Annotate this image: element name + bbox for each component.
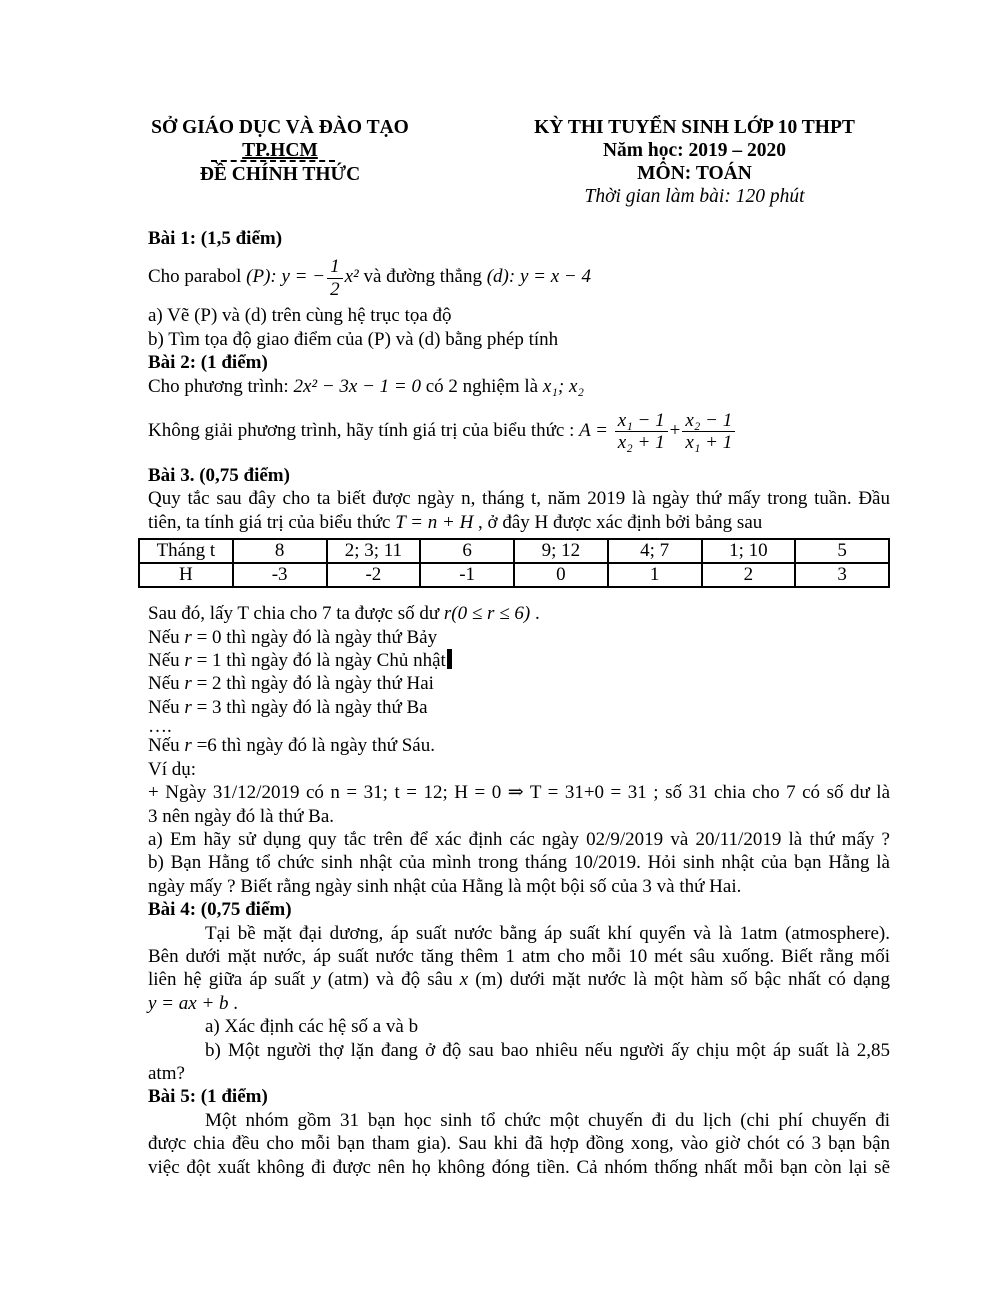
header-right-block <box>487 116 902 208</box>
official-exam-label: ĐỀ CHÍNH THỨC <box>199 164 361 185</box>
bai3-paragraph-line2: tiên, ta tính giá trị của biểu thức T = n + H , ở đây H được xác định bởi bảng sau <box>148 511 763 533</box>
table-cell: 2 <box>702 563 796 587</box>
exam-body <box>148 227 890 1179</box>
text-cursor <box>447 649 452 669</box>
bai3-question-b-line2: ngày mấy ? Biết rằng ngày sinh nhật của Hằng là một bội số của 3 và thứ Hai. <box>148 875 742 897</box>
bai1-item-b: b) Tìm tọa độ giao điểm của (P) và (d) bằng phép tính <box>148 328 559 350</box>
org-unit: TP.HCM <box>242 140 318 161</box>
section-title-bai4: Bài 4: (0,75 điểm) <box>148 899 292 921</box>
table-row-months <box>139 539 889 563</box>
bai3-question-b-line1: b) Bạn Hằng tổ chức sinh nhật của mình trong tháng 10/2019. Hỏi sinh nhật của bạn Hằng là <box>148 852 890 874</box>
bai4-paragraph-line2: Bên dưới mặt nước, áp suất nước tăng thêm 1 atm cho mỗi 10 mét sâu xuống. Biết rằng mối <box>148 945 890 967</box>
bai4-item-b-line1: b) Một người thợ lặn đang ở độ sau bao nhiêu nếu người ấy chịu một áp suất là 2,85 <box>205 1039 890 1061</box>
table-cell: 4; 7 <box>608 539 702 563</box>
rule-line-r0: Nếu r = 0 thì ngày đó là ngày thứ Bảy <box>148 626 438 648</box>
table-cell: 2; 3; 11 <box>327 539 421 563</box>
table-cell: 8 <box>233 539 327 563</box>
bai4-item-a: a) Xác định các hệ số a và b <box>205 1016 419 1038</box>
table-cell: H <box>139 563 233 587</box>
section-title-bai3: Bài 3. (0,75 điểm) <box>148 465 290 487</box>
table-cell: 6 <box>420 539 514 563</box>
exam-title: KỲ THI TUYỂN SINH LỚP 10 THPT <box>534 117 855 138</box>
bai5-paragraph-line2: được chia đều cho mỗi bạn tham gia). Sau khi đã hợp đồng xong, vào giờ chót có 3 bạn bận <box>148 1133 890 1155</box>
rule-line-r2: Nếu r = 2 thì ngày đó là ngày thứ Hai <box>148 673 434 695</box>
table-cell: -3 <box>233 563 327 587</box>
bai3-question-a: a) Em hãy sử dụng quy tắc trên để xác định các ngày 02/9/2019 và 20/11/2019 là thứ mấy ? <box>148 828 890 850</box>
fraction-x1: $\frac{\text{x₁ − 1}}{\text{x₂ + 1}}$ <box>613 410 670 454</box>
school-year: Năm học: 2019 – 2020 <box>602 140 787 161</box>
bai4-paragraph-line3: liên hệ giữa áp suất y (atm) và độ sâu x (m) dưới mặt nước là một hàm số bậc nhất có dạng <box>148 969 890 991</box>
example-line1: + Ngày 31/12/2019 có n = 31; t = 12; H = 0 ⇒ T = 31+0 = 31 ; số 31 chia cho 7 có số dư là <box>148 782 890 804</box>
rule-line-r3: Nếu r = 3 thì ngày đó là ngày thứ Ba <box>148 696 428 718</box>
bai5-paragraph-line3: việc đột xuất không đi được nên họ không đóng tiền. Cả nhóm thống nhất mỗi bạn còn lại sẽ <box>148 1156 890 1178</box>
table-cell: 1 <box>608 563 702 587</box>
table-cell: 3 <box>795 563 889 587</box>
linear-function-line: y = ax + b . <box>148 992 239 1014</box>
bai4-paragraph-line1: Tại bề mặt đại dương, áp suất nước bằng áp suất khí quyển và là 1atm (atmosphere). <box>205 922 890 944</box>
section-title-bai2: Bài 2: (1 điểm) <box>148 352 268 374</box>
expression-a-line: Không giải phương trình, hãy tính giá trị của biểu thức : A = $\frac{\text{x₁ − 1}}{\text{x₂ + 1}}$ + $\frac{\text{x₂ − 1}}{\text{x₁ + 1}}$ <box>148 398 890 464</box>
fraction-x2: $\frac{\text{x₂ − 1}}{\text{x₁ + 1}}$ <box>680 410 737 454</box>
remainder-rule-line: Sau đó, lấy T chia cho 7 ta được số dư r(0 ≤ r ≤ 6) . <box>148 603 540 625</box>
equation-line: Cho phương trình: 2x² − 3x − 1 = 0 có 2 nghiệm là x₁; x₂ <box>148 375 585 397</box>
parabol-formula-line: Cho parabol (P): y = − $\frac{1}{2}$ x² và đường thẳng (d): y = x − 4 <box>148 256 591 300</box>
example-label: Ví dụ: <box>148 758 197 780</box>
bai3-paragraph-line1: Quy tắc sau đây cho ta biết được ngày n, tháng t, năm 2019 là ngày thứ mấy trong tuần. Đầu <box>148 488 890 510</box>
table-row-h-values <box>139 563 889 587</box>
h-lookup-table <box>138 538 890 588</box>
section-title-bai1: Bài 1: (1,5 điểm) <box>148 228 283 249</box>
duration-note: Thời gian làm bài: 120 phút <box>584 186 805 207</box>
bai4-item-b-line2: atm? <box>148 1062 185 1084</box>
dashed-divider <box>211 160 335 162</box>
ellipsis-line: …. <box>148 716 172 738</box>
table-cell: 0 <box>514 563 608 587</box>
bai1-item-a: a) Vẽ (P) và (d) trên cùng hệ trục tọa độ <box>148 305 452 327</box>
table-cell: 1; 10 <box>702 539 796 563</box>
example-line2: 3 nên ngày đó là thứ Ba. <box>148 805 335 827</box>
table-cell: Tháng t <box>139 539 233 563</box>
section-title-bai5: Bài 5: (1 điểm) <box>148 1086 268 1108</box>
bai5-paragraph-line1: Một nhóm gồm 31 bạn học sinh tổ chức một chuyến đi du lịch (chi phí chuyến đi <box>205 1109 890 1131</box>
table-cell: 5 <box>795 539 889 563</box>
department-name: SỞ GIÁO DỤC VÀ ĐÀO TẠO <box>151 117 409 138</box>
subject-name: MÔN: TOÁN <box>637 163 752 184</box>
rule-line-r6: Nếu r =6 thì ngày đó là ngày thứ Sáu. <box>148 735 435 757</box>
table-cell: -1 <box>420 563 514 587</box>
rule-line-r1: Nếu r = 1 thì ngày đó là ngày Chủ nhật <box>148 649 890 672</box>
table-cell: 9; 12 <box>514 539 608 563</box>
header-left-block <box>140 116 420 186</box>
fraction-one-half: $\frac{1}{2}$ <box>325 256 345 300</box>
table-cell: -2 <box>327 563 421 587</box>
